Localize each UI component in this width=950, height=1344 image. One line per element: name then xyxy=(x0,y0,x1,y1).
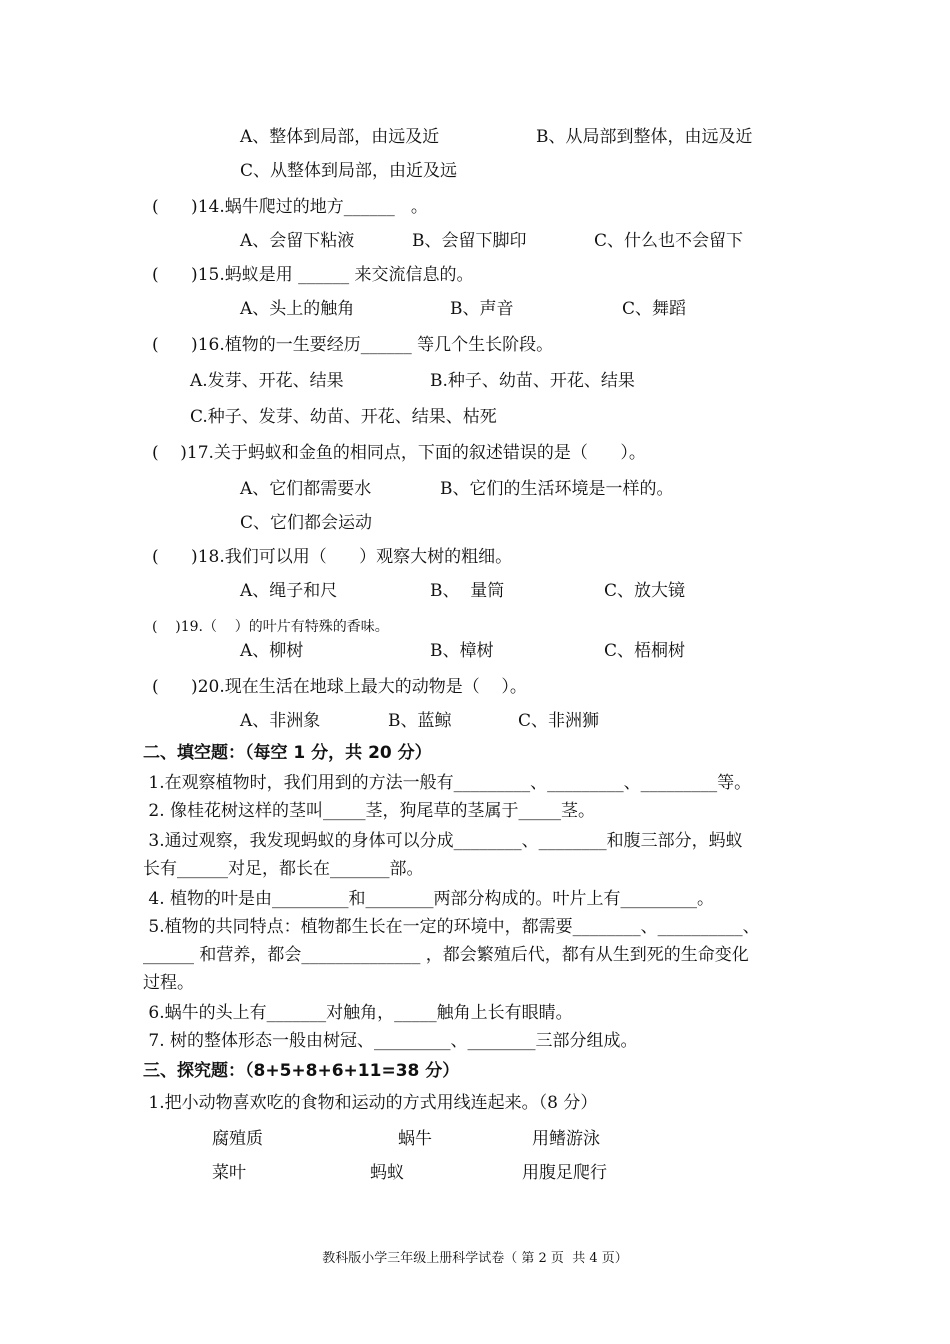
text-line: C、什么也不会留下 xyxy=(594,231,744,251)
text-line: 用腹足爬行 xyxy=(522,1163,607,1183)
section-heading: 二、填空题：（每空 1 分，共 20 分） xyxy=(143,743,432,763)
text-line: ( )15.蚂蚁是用 ______ 来交流信息的。 xyxy=(152,265,474,285)
text-line: ( )18.我们可以用（ ）观察大树的粗细。 xyxy=(152,547,513,567)
text-line: A、非洲象 xyxy=(240,711,321,731)
text-line: C、非洲狮 xyxy=(518,711,600,731)
section-heading: 三、探究题：（8+5+8+6+11=38 分） xyxy=(143,1061,460,1081)
text-line: B.种子、幼苗、开花、结果 xyxy=(430,371,635,391)
text-line: B、樟树 xyxy=(430,641,494,661)
text-line: 过程。 xyxy=(143,973,194,993)
text-line: 3.通过观察，我发现蚂蚁的身体可以分成________、________和腹三部分，蚂蚁 xyxy=(143,831,743,851)
text-line: ( )17.关于蚂蚁和金鱼的相同点，下面的叙述错误的是（ ）。 xyxy=(152,443,646,463)
text-line: A、它们都需要水 xyxy=(240,479,372,499)
text-line: 4. 植物的叶是由_________和________两部分构成的。叶片上有_________。 xyxy=(143,889,715,909)
text-line: C、从整体到局部，由近及远 xyxy=(240,161,458,181)
text-line: ( )19.（ ）的叶片有特殊的香味。 xyxy=(152,619,389,635)
text-line: B、它们的生活环境是一样的。 xyxy=(440,479,674,499)
text-line: C、它们都会运动 xyxy=(240,513,373,533)
text-line: 长有______对足，都长在_______部。 xyxy=(143,859,424,879)
text-line: B、会留下脚印 xyxy=(412,231,527,251)
text-line: 蜗牛 xyxy=(398,1129,432,1149)
text-line: B、声音 xyxy=(450,299,514,319)
text-line: C、梧桐树 xyxy=(604,641,686,661)
text-line: C、舞蹈 xyxy=(622,299,687,319)
text-line: A、头上的触角 xyxy=(240,299,355,319)
text-line: 6.蜗牛的头上有_______对触角，_____触角上长有眼睛。 xyxy=(143,1003,573,1023)
text-line: A、会留下粘液 xyxy=(240,231,355,251)
text-line: 蚂蚁 xyxy=(370,1163,404,1183)
text-line: A、绳子和尺 xyxy=(240,581,338,601)
text-line: ( )14.蜗牛爬过的地方______ 。 xyxy=(152,197,428,217)
text-line: B、 量筒 xyxy=(430,581,505,601)
text-line: A.发芽、开花、结果 xyxy=(190,371,344,391)
text-line: 1.把小动物喜欢吃的食物和运动的方式用线连起来。（8 分） xyxy=(143,1093,598,1113)
text-line: C.种子、发芽、幼苗、开花、结果、枯死 xyxy=(190,407,497,427)
text-line: ( )16.植物的一生要经历______ 等几个生长阶段。 xyxy=(152,335,554,355)
text-line: 2. 像桂花树这样的茎叫_____茎，狗尾草的茎属于_____茎。 xyxy=(143,801,596,821)
text-line: B、从局部到整体，由远及近 xyxy=(536,127,753,147)
text-line: 腐殖质 xyxy=(212,1129,263,1149)
text-line: ( )20.现在生活在地球上最大的动物是（ ）。 xyxy=(152,677,527,697)
text-line: ______ 和营养，都会______________ ，都会繁殖后代，都有从生到死的生命变化 xyxy=(143,945,749,965)
text-line: 7. 树的整体形态一般由树冠、_________、________三部分组成。 xyxy=(143,1031,638,1051)
text-line: 5.植物的共同特点：植物都生长在一定的环境中，都需要________、__________、 xyxy=(143,917,760,937)
text-line: A、柳树 xyxy=(240,641,304,661)
text-line: 菜叶 xyxy=(212,1163,246,1183)
text-line: 1.在观察植物时，我们用到的方法一般有_________、_________、_________等。 xyxy=(143,773,752,793)
text-line: A、整体到局部，由远及近 xyxy=(240,127,440,147)
page-footer: 教科版小学三年级上册科学试卷（ 第 2 页 共 4 页） xyxy=(322,1251,628,1266)
text-line: C、放大镜 xyxy=(604,581,686,601)
text-line: 用鳍游泳 xyxy=(532,1129,600,1149)
text-line: B、蓝鲸 xyxy=(388,711,452,731)
